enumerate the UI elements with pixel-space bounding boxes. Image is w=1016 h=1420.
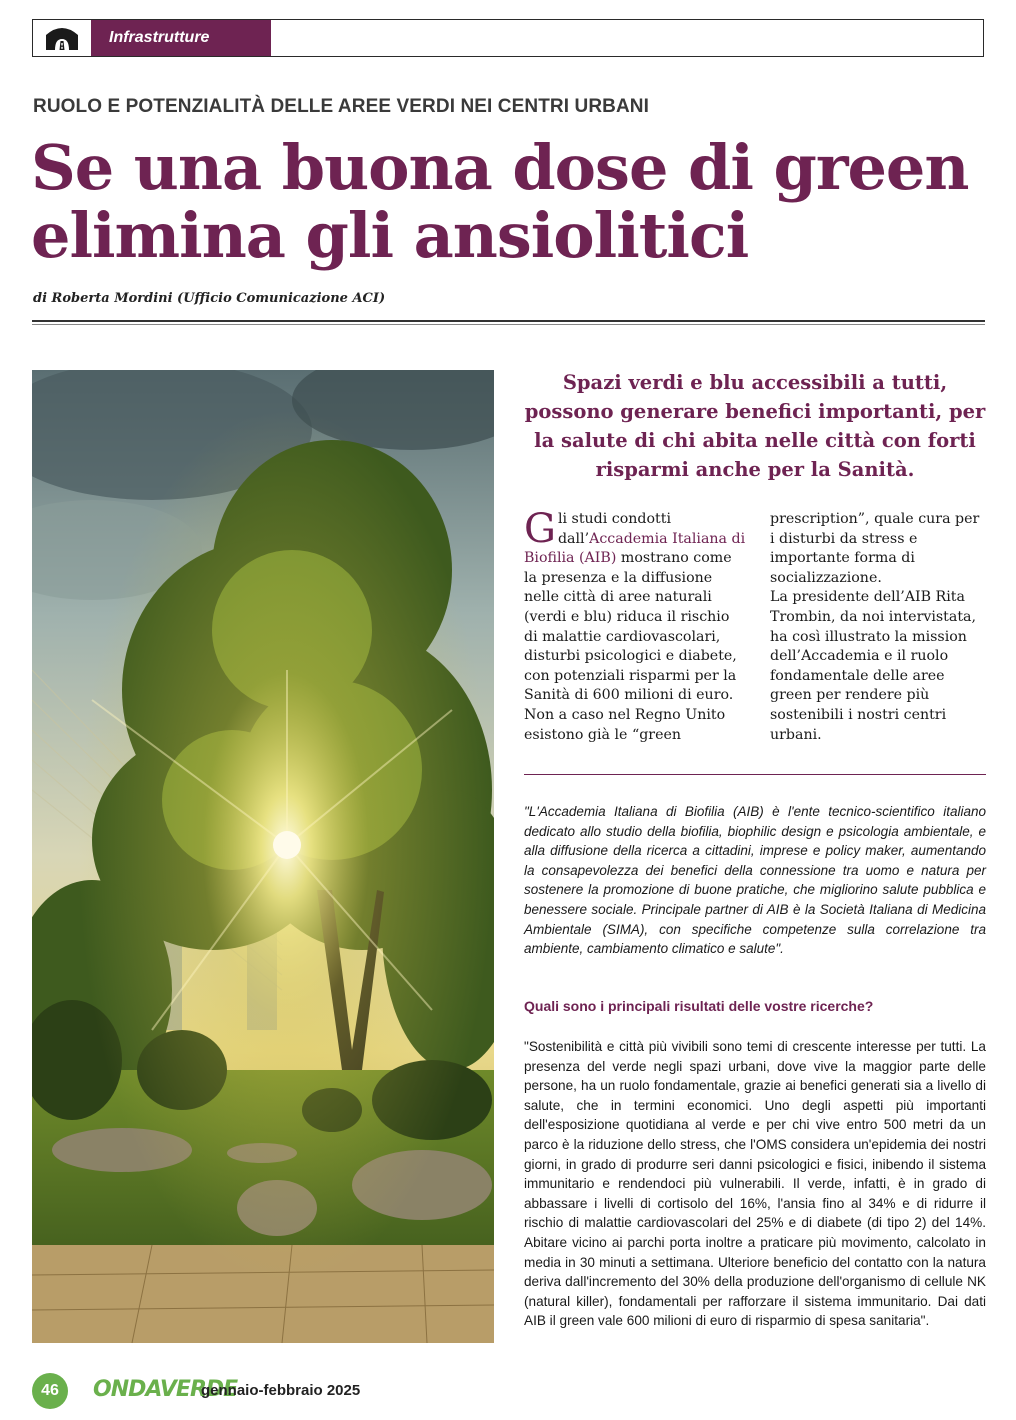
- section-divider: [524, 774, 986, 775]
- section-label: Infrastrutture: [91, 20, 271, 56]
- park-sunset-photo: [32, 370, 494, 1343]
- body-text: mostrano come la presenza e la diffusione nelle città di aree naturali (verdi e blu) riduca il rischio di malattie cardiovascolari, disturbi psicologici e diabete, con potenziali risparmi per la Sanità di 600 milioni di euro. Non a caso nel Regno Unito esistono già le “green: [524, 550, 737, 743]
- title-divider: [32, 320, 985, 325]
- body-text: prescription”, quale cura per i disturbi da stress e importante forma di socializzazione.: [770, 511, 980, 586]
- byline: di Roberta Mordini (Ufficio Comunicazione ACI): [33, 291, 386, 306]
- drop-cap: G: [524, 506, 556, 552]
- interview-answer: "Sostenibilità e città più vivibili sono temi di crescente interesse per tutti. La presenza del verde negli spazi urbani, dove vive la maggior parte delle persone, ha un ruolo fondamentale, grazie ai benefici generati sia a livello di salute, che in termini economici. Uno degli aspetti più importanti dell'esposizione quotidiana al verde e per chi vive entro 500 metri da un parco è la riduzione dello stress, che l'OMS considera un'epidemia dei nostri giorni, in grado di produrre seri danni psicologici e fisici, inibendo il sistema immunitario e rendendoci più vulnerabili. Il verde, infatti, è in grado di abbassare i livelli di cortisolo del 16%, l'ansia fino al 34% e di ridurre il rischio di malattie cardiovascolari del 25% e di diabete (di tipo 2) del 14%. Abitare vicino ai parchi porta inoltre a praticare più movimento, calcolato in media in 30 minuti a settimana. Ulteriore beneficio del contatto con la natura deriva dall'incremento del 30% della produzione dell'organismo di cellule NK (natural killer), fondamentali per rafforzare il sistema immunitario. Dai dati AIB il green vale 600 milioni di euro di risparmio di spesa sanitaria".: [524, 1039, 986, 1329]
- issue-date: gennaio-febbraio 2025: [201, 1382, 361, 1399]
- section-header: [32, 19, 984, 57]
- interview-question: Quali sono i principali risultati delle vostre ricerche?: [524, 998, 874, 1014]
- lead-paragraph: Spazi verdi e blu accessibili a tutti, possono generare benefici importanti, per la salute di chi abita nelle città con forti risparmi anche per la Sanità.: [524, 371, 986, 481]
- aib-quote: "L'Accademia Italiana di Biofilia (AIB) è l'ente tecnico-scientifico italiano dedicato allo studio della biofilia, biophilic design e psicologia ambientale, e alla diffusione della ricerca a cittadini, imprese e policy maker, aumentando la consapevolezza dei benefici della connessione tra uomo e natura per sostenere la promozione di buone pratiche, che migliorino salute pubblica e benessere sociale. Principale partner di AIB è la Società Italiana di Medicina Ambientale (SIMA), con specifiche competenze sulla correlazione tra ambiente, cambiamento climatico e salute".: [524, 804, 986, 957]
- tunnel-road-icon: [33, 20, 91, 56]
- body-text: La presidente dell’AIB Rita Trombin, da noi intervistata, ha così illustrato la mission dell’Accademia e il ruolo fondamentale delle aree green per rendere più sostenibili i nostri centri urbani.: [770, 589, 977, 743]
- body-column-1: [524, 506, 746, 745]
- page-number: 46: [32, 1373, 68, 1409]
- aib-link[interactable]: Accademia Italiana di Biofilia (AIB): [524, 530, 746, 567]
- article-title: Se una buona dose di green elimina gli ansiolitici: [31, 131, 969, 272]
- page-footer: [32, 1373, 532, 1409]
- body-column-2: [770, 510, 986, 745]
- article-kicker: RUOLO E POTENZIALITÀ DELLE AREE VERDI NEI CENTRI URBANI: [33, 96, 649, 117]
- body-text: li studi condotti dall’: [557, 511, 671, 547]
- ondaverde-logo: ONDAVERDE: [93, 1377, 238, 1402]
